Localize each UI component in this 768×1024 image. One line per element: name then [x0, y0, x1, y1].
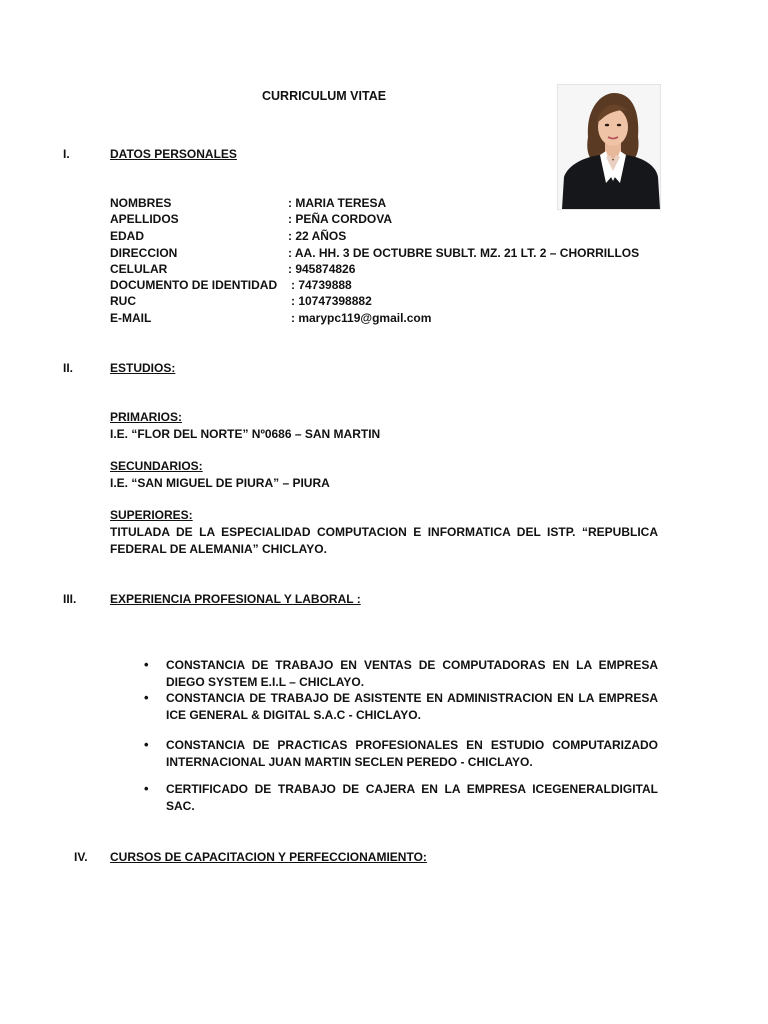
primary-studies-value: I.E. “FLOR DEL NORTE” Nº0686 – SAN MARTIN	[110, 427, 381, 441]
field-label-age: EDAD	[110, 229, 145, 243]
field-label-names: NOMBRES	[110, 196, 172, 210]
section-number-1: I.	[63, 147, 70, 161]
section-number-3: III.	[63, 592, 77, 606]
field-label-surnames: APELLIDOS	[110, 212, 179, 226]
field-label-id-document: DOCUMENTO DE IDENTIDAD	[110, 278, 278, 292]
experience-item-text: CONSTANCIA DE PRACTICAS PROFESIONALES EN ESTUDIO COMPUTARIZADO INTERNACIONAL JUAN MARTIN SECLEN PEREDO - CHICLAYO.	[166, 738, 658, 769]
higher-studies-value: TITULADA DE LA ESPECIALIDAD COMPUTACION E INFORMATICA DEL ISTP. “REPUBLICA FEDERAL DE ALEMANIA” CHICLAYO.	[110, 525, 658, 556]
bullet-icon: •	[144, 781, 149, 796]
section-title-courses: CURSOS DE CAPACITACION Y PERFECCIONAMIENTO:	[110, 850, 427, 864]
bullet-icon: •	[144, 737, 149, 752]
field-label-phone: CELULAR	[110, 262, 168, 276]
field-value-email: : marypc119@gmail.com	[291, 311, 432, 325]
secondary-studies-value: I.E. “SAN MIGUEL DE PIURA” – PIURA	[110, 476, 330, 490]
experience-item-text: CONSTANCIA DE TRABAJO EN VENTAS DE COMPUTADORAS EN LA EMPRESA DIEGO SYSTEM E.I.L – CHICLAYO.	[166, 658, 658, 689]
primary-studies-label: PRIMARIOS:	[110, 410, 182, 424]
field-value-address: : AA. HH. 3 DE OCTUBRE SUBLT. MZ. 21 LT. 2 – CHORRILLOS	[288, 246, 640, 260]
section-number-4: IV.	[74, 850, 88, 864]
section-number-2: II.	[63, 361, 74, 375]
profile-photo	[558, 85, 660, 209]
bullet-icon: •	[144, 690, 149, 705]
section-title-personal-data: DATOS PERSONALES	[110, 147, 237, 161]
field-value-surnames: : PEÑA CORDOVA	[288, 212, 393, 226]
field-label-address: DIRECCION	[110, 246, 178, 260]
field-label-email: E-MAIL	[110, 311, 152, 325]
experience-item-text: CERTIFICADO DE TRABAJO DE CAJERA EN LA EMPRESA ICEGENERALDIGITAL SAC.	[166, 782, 658, 813]
field-value-id-document: : 74739888	[291, 278, 352, 292]
experience-item-text: CONSTANCIA DE TRABAJO DE ASISTENTE EN ADMINISTRACION EN LA EMPRESA ICE GENERAL & DIGITAL S.A.C - CHICLAYO.	[166, 691, 658, 722]
section-title-studies: ESTUDIOS:	[110, 361, 176, 375]
higher-studies-label: SUPERIORES:	[110, 508, 193, 522]
field-value-ruc: : 10747398882	[291, 294, 372, 308]
section-title-experience: EXPERIENCIA PROFESIONAL Y LABORAL :	[110, 592, 361, 606]
field-value-phone: : 945874826	[288, 262, 356, 276]
portrait-illustration	[558, 85, 660, 209]
document-title: CURRICULUM VITAE	[262, 89, 387, 103]
field-value-names: : MARIA TERESA	[288, 196, 387, 210]
field-label-ruc: RUC	[110, 294, 136, 308]
field-value-age: : 22 AÑOS	[288, 229, 347, 243]
secondary-studies-label: SECUNDARIOS:	[110, 459, 203, 473]
bullet-icon: •	[144, 657, 149, 672]
